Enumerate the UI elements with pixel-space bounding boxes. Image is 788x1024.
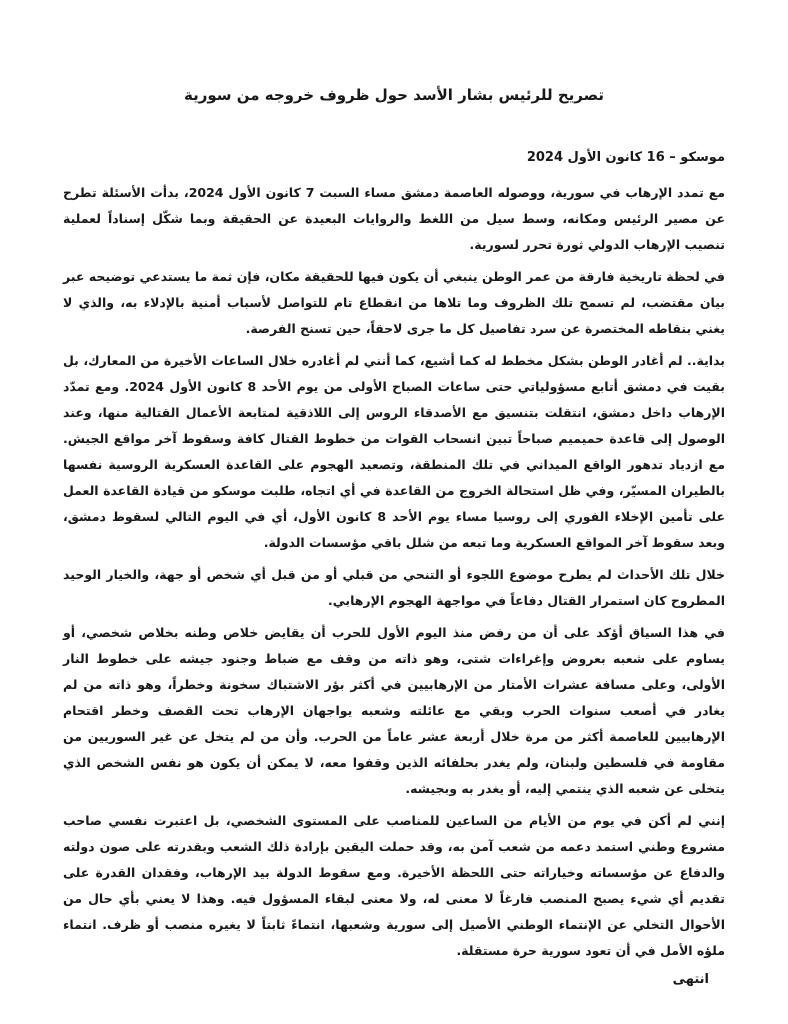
paragraph-historic-moment: في لحظة تاريخية فارقة من عمر الوطن ينبغي أن يكون فيها للحقيقة مكان، فإن ثمة ما يستدعي توضيحه عبر بيان مقتضب، لم تسمح تلك الظروف وما تلاها من انقطاع تام للتواصل لأسباب أمنية بالإدلاء به، والذي لا يغني بنقاطه المختصرة عن سرد تفاصيل كل ما جرى لاحقاً، حين تسنح الفرصة. [63,269,725,336]
paragraph-national-belonging: إنني لم أكن في يوم من الأيام من الساعين للمناصب على المستوى الشخصي، بل اعتبرت نفسي صاحب مشروع وطني استمد دعمه من شعب آمن به، وقد حملت اليقين بإرادة ذلك الشعب وبقدرته على صون دولته والدفاع عن مؤسساته وخياراته حتى اللحظة الأخيرة. ومع سقوط الدولة بيد الإرهاب، وفقدان القدرة على تقديم أي شيء يصبح المنصب فارغاً لا معنى له، ولا معنى لبقاء المسؤول فيه. وهذا لا يعني بأي حال من الأحوال التخلي عن الإنتماء الوطني الأصيل إلى سورية وشعبها، انتماءً ثابتاً لا يغيره منصب أو ظرف. انتماء ملؤه الأمل في أن تعود سورية حرة مستقلة. [63,813,725,958]
document-title: تصريح للرئيس بشار الأسد حول ظروف خروجه من سورية [183,86,604,104]
paragraph-departure-account: بداية.. لم أغادر الوطن بشكل مخطط له كما أشيع، كما أنني لم أغادره خلال الساعات الأخيرة من المعارك، بل بقيت في دمشق أتابع مسؤولياتي حتى ساعات الصباح الأولى من يوم الأحد 8 كانون الأول 2024. ومع تمدّد الإرهاب داخل دمشق، انتقلت بتنسيق مع الأصدقاء الروس إلى اللاذقية لمتابعة الأعمال القتالية منها، وعند الوصول إلى قاعدة حميميم صباحاً تبين انسحاب القوات من خطوط القتال كافة وسقوط آخر مواقع الجيش. مع ازدياد تدهور الواقع الميداني في تلك المنطقة، وتصعيد الهجوم على القاعدة العسكرية الروسية نفسها بالطيران المسيّر، وفي ظل استحالة الخروج من القاعدة في أي اتجاه، طلبت موسكو من قيادة القاعدة العمل على تأمين الإخلاء الفوري إلى روسيا مساء يوم الأحد 8 كانون الأول، أي في اليوم التالي لسقوط دمشق، وبعد سقوط آخر المواقع العسكرية وما تبعه من شلل باقي مؤسسات الدولة. [63,353,725,550]
document-body [63,180,725,964]
paragraph-no-asylum-request: خلال تلك الأحداث لم يطرح موضوع اللجوء أو التنحي من قبلي أو من قبل أي شخص أو جهة، والخيار الوحيد المطروح كان استمرار القتال دفاعاً في مواجهة الهجوم الإرهابي. [63,567,725,608]
paragraph-refusal-to-bargain: في هذا السياق أؤكد على أن من رفض منذ اليوم الأول للحرب أن يقايض خلاص وطنه بخلاص شخصي، أو يساوم على شعبه بعروض وإغراءات شتى، وهو ذاته من وقف مع ضباط وجنود جيشه على خطوط النار الأولى، وعلى مسافة عشرات الأمتار من الإرهابيين في أكثر بؤر الاشتباك سخونة وخطراً، وهو ذاته من لم يغادر في أصعب سنوات الحرب وبقي مع عائلته وشعبه يواجهان الإرهاب تحت القصف وخطر اقتحام الإرهابيين للعاصمة أكثر من مرة خلال أربعة عشر عاماً من الحرب. وأن من لم يتخل عن غير السوريين من مقاومة في فلسطين ولبنان، ولم يغدر بحلفائه الذين وقفوا معه، لا يمكن أن يكون هو نفس الشخص الذي يتخلى عن شعبه الذي ينتمي إليه، أو يغدر به وبجيشه. [63,625,725,796]
dateline: موسكو – 16 كانون الأول 2024 [526,150,725,165]
paragraph-intro-terror-spread: مع تمدد الإرهاب في سورية، ووصوله العاصمة دمشق مساء السبت 7 كانون الأول 2024، بدأت الأسئلة تطرح عن مصير الرئيس ومكانه، وسط سيل من اللغط والروايات البعيدة عن الحقيقة وبما شكّل إسناداً لعملية تنصيب الإرهاب الدولي ثورة تحرر لسورية. [63,185,726,252]
closing-word: انتهى [672,972,709,987]
